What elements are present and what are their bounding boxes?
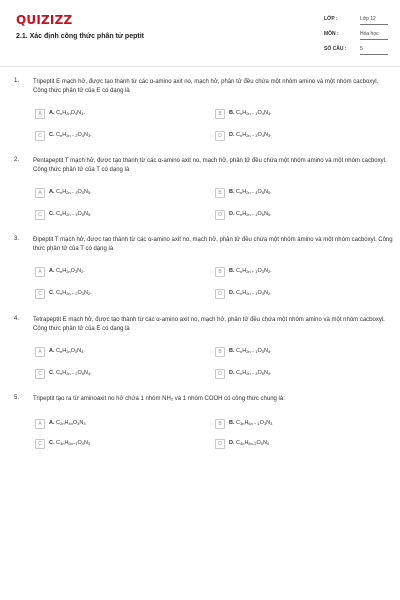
meta-value: 5 bbox=[360, 46, 363, 52]
option-letter: B. bbox=[229, 110, 235, 116]
option-letter: A. bbox=[49, 420, 55, 426]
answer-option-a[interactable] bbox=[35, 109, 205, 119]
option-checkbox[interactable]: A bbox=[35, 109, 45, 119]
question-text: Pentapeptit T mạch hở, được tạo thành từ các α-amino axit no, mạch hở, phân tử đều chứa một nhóm amino và một nhóm cacboxyl. Công thức phân tử của T có dạng là bbox=[33, 158, 387, 173]
option-letter: C. bbox=[49, 370, 55, 376]
option-formula: $C_nH_{2n - 2}O_5N_4$. bbox=[56, 370, 92, 376]
option-letter: D. bbox=[229, 211, 235, 217]
meta-label: MÔN : bbox=[324, 31, 339, 37]
meta-underline bbox=[360, 39, 388, 40]
option-checkbox[interactable]: C bbox=[35, 439, 45, 449]
option-formula: $C_nH_{2n - 1}O_4N_3$. bbox=[236, 110, 272, 116]
option-formula: $C_nH_{2n - 1}O_6N_5$. bbox=[236, 211, 272, 217]
option-checkbox[interactable]: B bbox=[215, 419, 225, 429]
option-checkbox[interactable]: B bbox=[215, 188, 225, 198]
meta-count bbox=[324, 46, 388, 58]
question-text: Tripeptit tạo ra từ aminoaxit no hở chứa 1 nhóm NH₂ và 1 nhóm COOH có công thức chung là: bbox=[33, 396, 285, 402]
answer-option-d[interactable] bbox=[215, 289, 385, 299]
option-letter: B. bbox=[229, 268, 235, 274]
option-letter: B. bbox=[229, 189, 235, 195]
option-formula: $C_nH_{2n - 2}O_4N_3$. bbox=[56, 132, 92, 138]
answer-option-c[interactable] bbox=[35, 439, 205, 449]
option-checkbox[interactable]: A bbox=[35, 188, 45, 198]
option-formula: $C_nH_{2n - 3}O_4N_5$. bbox=[56, 189, 92, 195]
option-checkbox[interactable]: C bbox=[35, 131, 45, 141]
question-text: Tetrapeptit E mạch hở, được tạo thành từ các α-amino axit no, mạch hở, phân tử đều chứa một nhóm amino và một nhóm cacboxyl. Công thức phân tử của E có dạng là bbox=[33, 317, 385, 332]
answer-option-c[interactable] bbox=[35, 369, 205, 379]
option-formula: $C_nH_{2n + 1}O_3N_2$. bbox=[236, 268, 272, 274]
option-checkbox[interactable]: B bbox=[215, 347, 225, 357]
answer-option-d[interactable] bbox=[215, 210, 385, 220]
answer-option-b[interactable] bbox=[215, 267, 385, 277]
quizizz-logo: QUIZIZZ bbox=[16, 13, 73, 27]
option-formula: $C_nH_{2n - 4}O_6N_5$. bbox=[236, 189, 272, 195]
meta-value: Lớp 12 bbox=[360, 16, 376, 22]
answer-option-a[interactable] bbox=[35, 347, 205, 357]
option-letter: A. bbox=[49, 189, 55, 195]
option-letter: A. bbox=[49, 348, 55, 354]
option-letter: D. bbox=[229, 132, 235, 138]
question-number: 3. bbox=[14, 236, 20, 242]
option-checkbox[interactable]: C bbox=[35, 210, 45, 220]
option-formula: $C_{3n}H_{6n - 1}O_3N_3$ bbox=[236, 420, 273, 426]
option-letter: D. bbox=[229, 440, 235, 446]
question-text: Đipeptit T mạch hở, được tạo thành từ các α-amino axit no, mạch hở, phân tử đều chứa một nhóm amino và một nhóm cacboxyl. Công thức phân tử của T có dạng là bbox=[33, 237, 393, 252]
meta-label: LỚP : bbox=[324, 16, 338, 22]
option-checkbox[interactable]: D bbox=[215, 439, 225, 449]
question-number: 5. bbox=[14, 395, 20, 401]
answer-option-c[interactable] bbox=[35, 210, 205, 220]
option-checkbox[interactable]: C bbox=[35, 369, 45, 379]
option-letter: D. bbox=[229, 290, 235, 296]
meta-class bbox=[324, 16, 388, 28]
question-number: 1. bbox=[14, 78, 20, 84]
answer-option-c[interactable] bbox=[35, 289, 205, 299]
meta-underline bbox=[360, 54, 388, 55]
answer-option-b[interactable] bbox=[215, 109, 385, 119]
option-letter: D. bbox=[229, 370, 235, 376]
header-divider bbox=[0, 66, 400, 67]
option-checkbox[interactable]: B bbox=[215, 109, 225, 119]
option-letter: A. bbox=[49, 110, 55, 116]
option-letter: B. bbox=[229, 348, 235, 354]
question-text: Tripeptit E mạch hở, được tạo thành từ các α-amino axit no, mạch hở, phân tử đều chứa một nhóm amino và một nhóm cacboxyl. Công thức phân tử của E có dạng là bbox=[33, 79, 379, 94]
meta-subject bbox=[324, 31, 388, 43]
option-formula: $C_nH_{2n - 3}O_6N_5$. bbox=[56, 211, 92, 217]
answer-option-b[interactable] bbox=[215, 188, 385, 198]
option-checkbox[interactable]: A bbox=[35, 347, 45, 357]
answer-option-b[interactable] bbox=[215, 419, 385, 429]
option-checkbox[interactable]: C bbox=[35, 289, 45, 299]
option-letter: C. bbox=[49, 290, 55, 296]
meta-underline bbox=[360, 24, 388, 25]
answer-option-d[interactable] bbox=[215, 369, 385, 379]
option-formula: $C_{3n}H_{6n+1}O_4N_3$ bbox=[56, 440, 91, 446]
option-letter: A. bbox=[49, 268, 55, 274]
option-checkbox[interactable]: D bbox=[215, 210, 225, 220]
option-letter: C. bbox=[49, 440, 55, 446]
answer-option-b[interactable] bbox=[215, 347, 385, 357]
option-formula: $C_nH_{2n - 1}O_3N_2$. bbox=[236, 290, 272, 296]
page-title: 2.1. Xác định công thức phân tử peptit bbox=[16, 33, 144, 40]
answer-option-c[interactable] bbox=[35, 131, 205, 141]
option-checkbox[interactable]: D bbox=[215, 131, 225, 141]
option-formula: $C_nH_{2n + 2}O_3N_2$. bbox=[56, 290, 92, 296]
answer-option-a[interactable] bbox=[35, 188, 205, 198]
question-number: 2. bbox=[14, 157, 20, 163]
answer-option-d[interactable] bbox=[215, 439, 385, 449]
meta-label: SỐ CÂU : bbox=[324, 46, 347, 52]
option-letter: C. bbox=[49, 132, 55, 138]
option-letter: C. bbox=[49, 211, 55, 217]
option-checkbox[interactable]: B bbox=[215, 267, 225, 277]
option-checkbox[interactable]: A bbox=[35, 419, 45, 429]
answer-option-d[interactable] bbox=[215, 131, 385, 141]
option-checkbox[interactable]: A bbox=[35, 267, 45, 277]
option-formula: $C_nH_{2n}O_5N_4$. bbox=[56, 348, 85, 354]
question-number: 4. bbox=[14, 316, 20, 322]
option-letter: B. bbox=[229, 420, 235, 426]
option-formula: $C_nH_{2n - 1}O_5N_4$. bbox=[236, 348, 272, 354]
option-formula: $C_{4n}H_{8n-2}O_5N_4$ bbox=[236, 440, 270, 446]
option-formula: $C_{2n}H_{4n}O_3N_3$ bbox=[56, 420, 86, 426]
answer-option-a[interactable] bbox=[35, 419, 205, 429]
option-checkbox[interactable]: D bbox=[215, 369, 225, 379]
answer-option-a[interactable] bbox=[35, 267, 205, 277]
option-formula: $C_nH_{2n - 3}O_5N_4$. bbox=[236, 370, 272, 376]
meta-value: Hóa học bbox=[360, 31, 379, 37]
option-formula: $C_nH_{2n - 3}O_4N_3$. bbox=[236, 132, 272, 138]
option-checkbox[interactable]: D bbox=[215, 289, 225, 299]
option-formula: $C_nH_{2n}O_4N_3$. bbox=[56, 110, 85, 116]
option-formula: $C_nH_{2n}O_3N_2$. bbox=[56, 268, 85, 274]
